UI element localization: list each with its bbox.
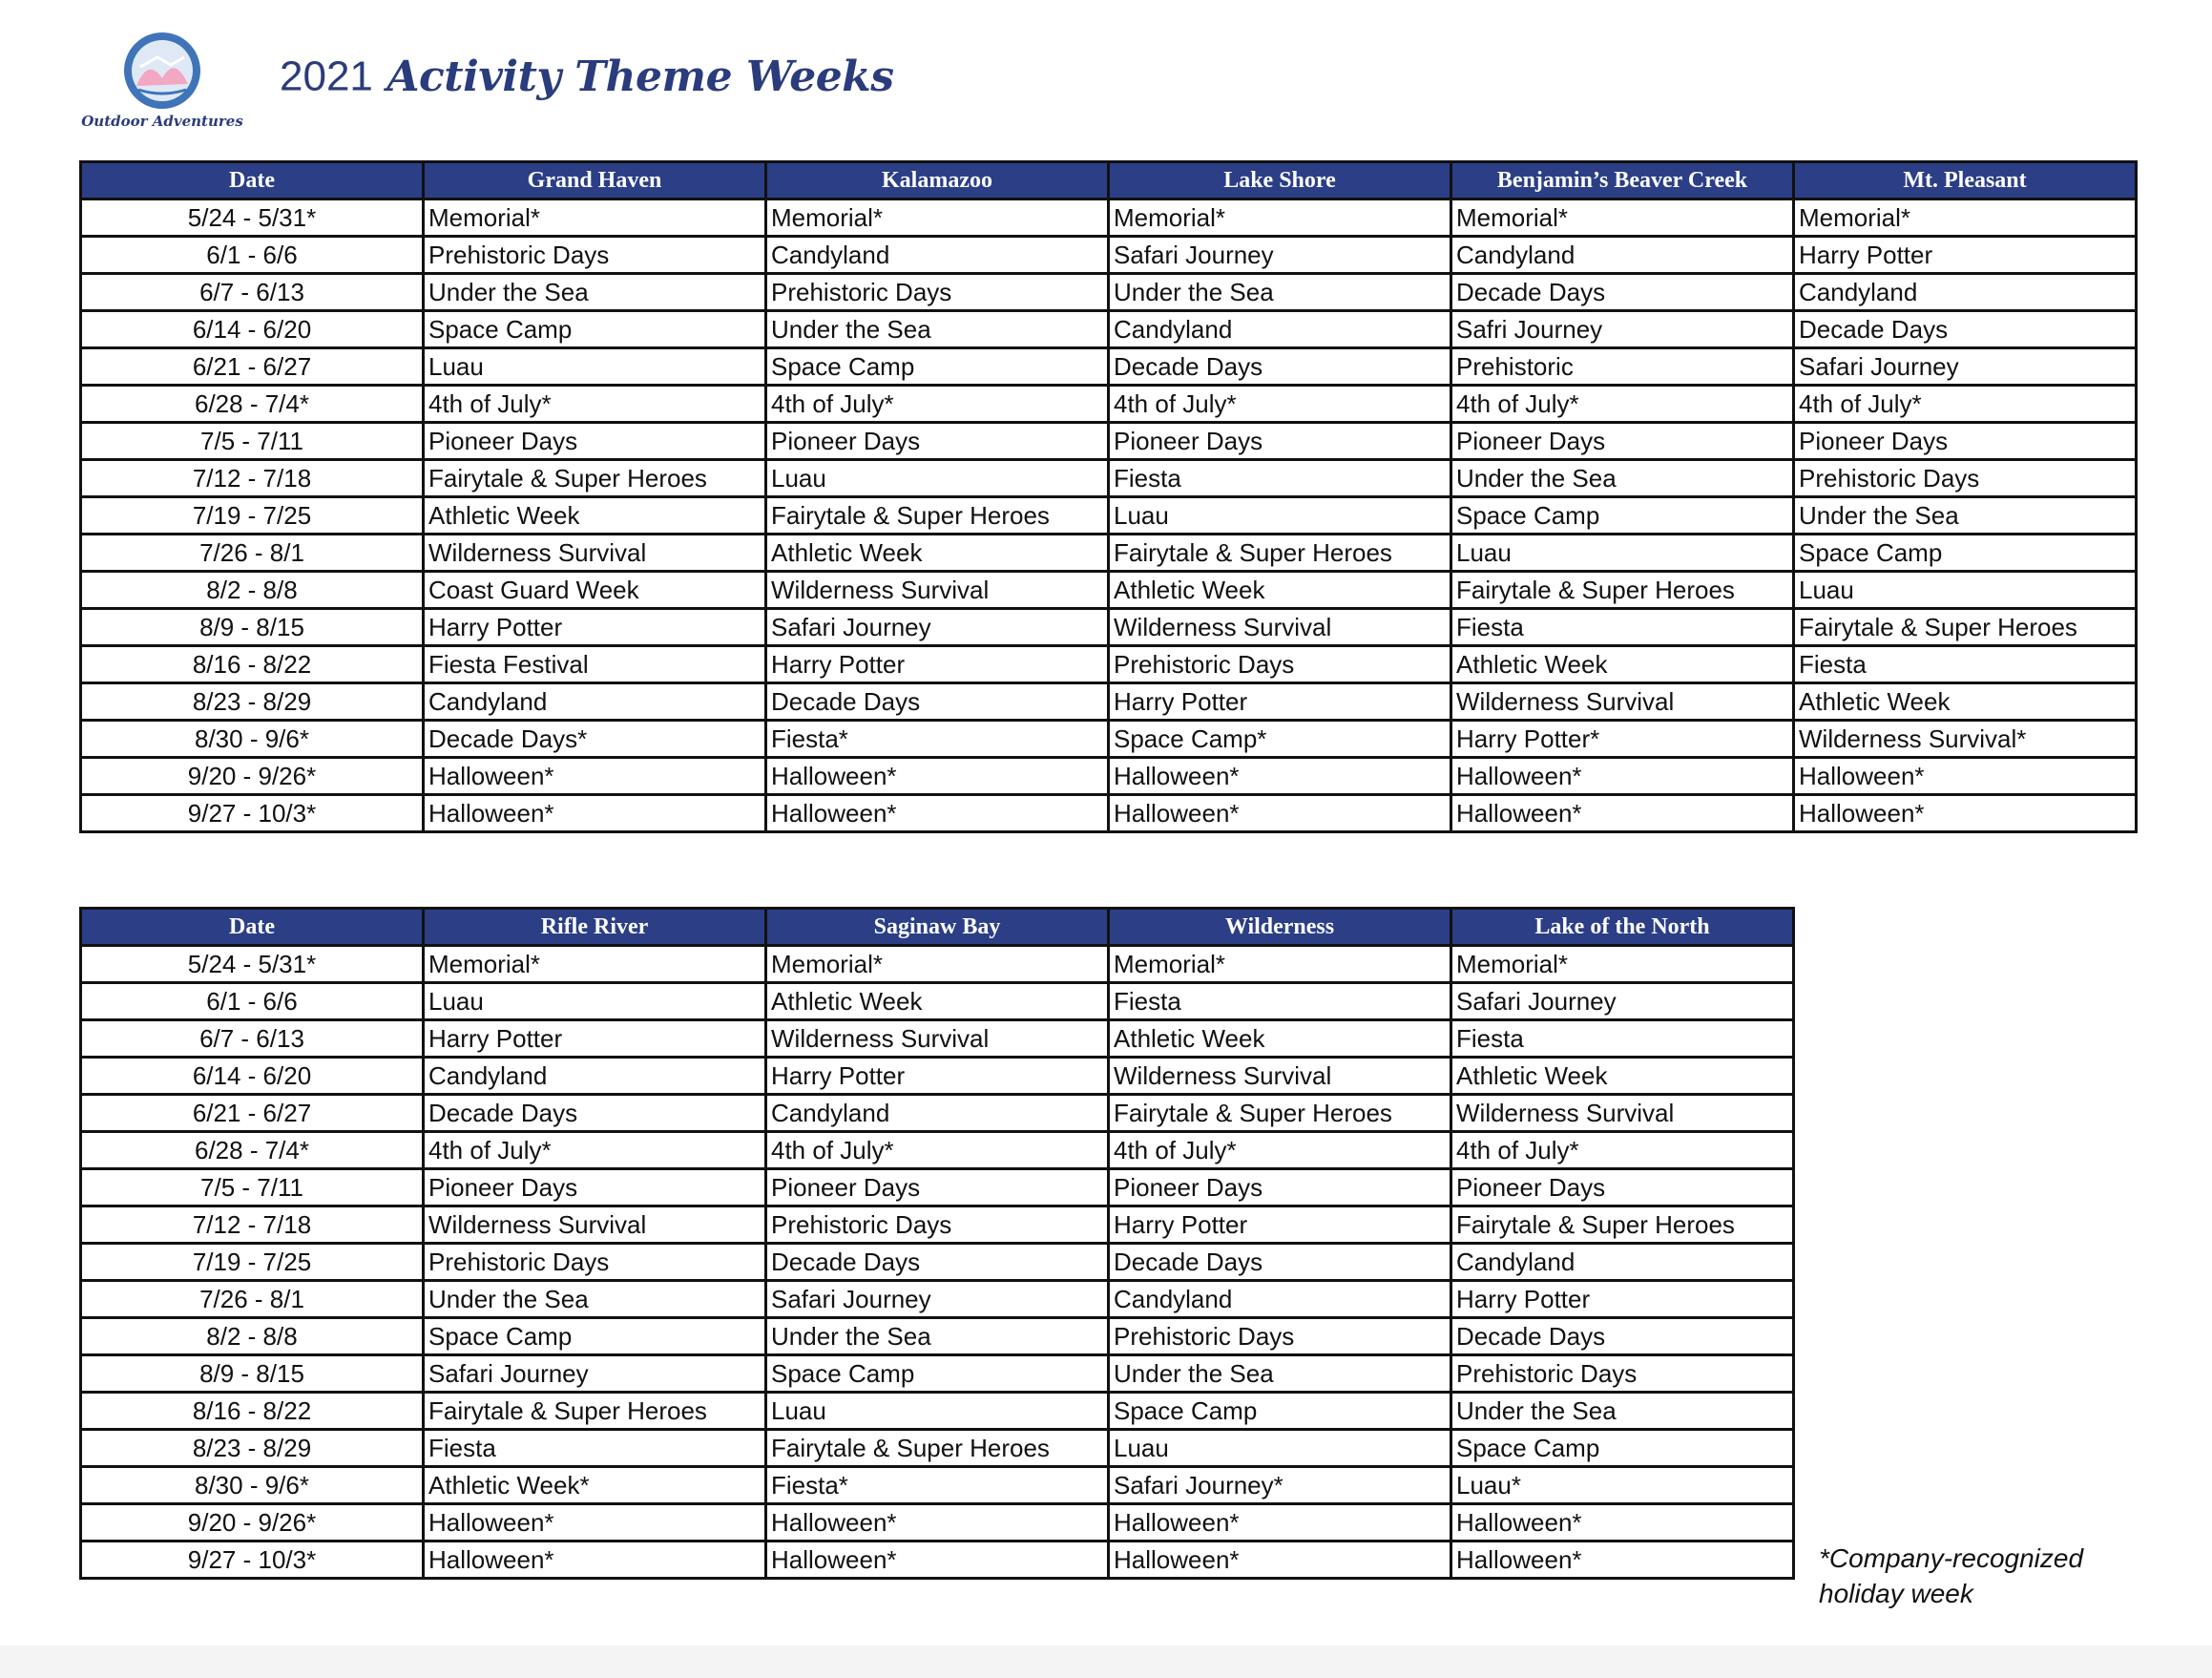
theme-cell: Decade Days (1109, 348, 1451, 386)
theme-cell: Athletic Week (424, 497, 766, 535)
theme-cell: Luau (1794, 572, 2137, 609)
column-header-location: Wilderness (1109, 909, 1451, 946)
date-cell: 7/19 - 7/25 (81, 1244, 424, 1281)
theme-cell: Fiesta Festival (424, 646, 766, 683)
page-title (280, 52, 893, 101)
theme-cell: Athletic Week (1794, 683, 2137, 721)
theme-cell: Under the Sea (1109, 1355, 1451, 1393)
column-header-location: Rifle River (424, 909, 766, 946)
theme-cell: Decade Days (424, 1095, 766, 1132)
theme-cell: Safari Journey (766, 609, 1109, 646)
theme-cell: Under the Sea (1451, 460, 1794, 497)
table-row (81, 721, 2137, 758)
theme-cell: Memorial* (1451, 946, 1794, 983)
table-row (81, 758, 2137, 795)
theme-cell: Memorial* (766, 946, 1109, 983)
theme-cell: 4th of July* (424, 1132, 766, 1169)
theme-cell: 4th of July* (766, 1132, 1109, 1169)
theme-cell: Harry Potter (1794, 237, 2137, 274)
theme-cell: Halloween* (1451, 1504, 1794, 1542)
theme-cell: Space Camp (1109, 1393, 1451, 1430)
holiday-footnote: *Company-recognized holiday week (1819, 1543, 2084, 1608)
theme-cell: Harry Potter (1109, 1206, 1451, 1244)
table-row (81, 535, 2137, 572)
date-cell: 5/24 - 5/31* (81, 946, 424, 983)
theme-cell: Candyland (1109, 311, 1451, 348)
date-cell: 7/5 - 7/11 (81, 1169, 424, 1206)
date-cell: 7/26 - 8/1 (81, 1281, 424, 1318)
table-row (81, 1355, 1794, 1393)
date-cell: 6/7 - 6/13 (81, 1020, 424, 1058)
table-row (81, 237, 2137, 274)
date-cell: 9/20 - 9/26* (81, 758, 424, 795)
theme-cell: Under the Sea (424, 1281, 766, 1318)
theme-cell: Wilderness Survival (766, 572, 1109, 609)
table-row (81, 1393, 1794, 1430)
date-cell: 6/21 - 6/27 (81, 1095, 424, 1132)
theme-cell: Memorial* (1109, 199, 1451, 237)
theme-cell: Decade Days (766, 683, 1109, 721)
theme-cell: Fairytale & Super Heroes (1109, 535, 1451, 572)
date-cell: 9/27 - 10/3* (81, 1542, 424, 1579)
table-header-row (81, 909, 1794, 946)
theme-cell: Candyland (1451, 1244, 1794, 1281)
table-row (81, 795, 2137, 832)
theme-cell: Prehistoric (1451, 348, 1794, 386)
theme-cell: Memorial* (766, 199, 1109, 237)
theme-cell: Decade Days (1794, 311, 2137, 348)
date-cell: 6/28 - 7/4* (81, 386, 424, 423)
table-row (81, 423, 2137, 460)
theme-cell: Prehistoric Days (1451, 1355, 1794, 1393)
schedule-table-1 (79, 160, 2138, 833)
theme-cell: Halloween* (766, 795, 1109, 832)
table-row (81, 1467, 1794, 1504)
theme-cell: Fiesta (424, 1430, 766, 1467)
theme-cell: Decade Days (1451, 1318, 1794, 1355)
theme-cell: Fairytale & Super Heroes (1451, 572, 1794, 609)
date-cell: 8/9 - 8/15 (81, 1355, 424, 1393)
theme-cell: Halloween* (766, 758, 1109, 795)
table-row (81, 1318, 1794, 1355)
table-row (81, 572, 2137, 609)
theme-cell: Memorial* (424, 199, 766, 237)
theme-cell: Under the Sea (766, 1318, 1109, 1355)
column-header-location: Lake Shore (1109, 162, 1451, 199)
theme-cell: Halloween* (1794, 795, 2137, 832)
theme-cell: Prehistoric Days (766, 1206, 1109, 1244)
theme-cell: Prehistoric Days (766, 274, 1109, 311)
table-row (81, 1169, 1794, 1206)
column-header-location: Grand Haven (424, 162, 766, 199)
theme-cell: Prehistoric Days (424, 1244, 766, 1281)
theme-cell: Halloween* (424, 758, 766, 795)
theme-cell: Halloween* (424, 1504, 766, 1542)
column-header-location: Benjamin’s Beaver Creek (1451, 162, 1794, 199)
theme-cell: Athletic Week (1109, 1020, 1451, 1058)
bottom-band (0, 1646, 2212, 1678)
theme-cell: Prehistoric Days (1109, 1318, 1451, 1355)
theme-cell: Space Camp (1794, 535, 2137, 572)
date-cell: 6/21 - 6/27 (81, 348, 424, 386)
date-cell: 8/2 - 8/8 (81, 1318, 424, 1355)
date-cell: 9/27 - 10/3* (81, 795, 424, 832)
date-cell: 8/2 - 8/8 (81, 572, 424, 609)
theme-cell: Athletic Week (1451, 1058, 1794, 1095)
theme-cell: Safari Journey (424, 1355, 766, 1393)
theme-cell: Athletic Week* (424, 1467, 766, 1504)
theme-cell: Harry Potter (1451, 1281, 1794, 1318)
theme-cell: Fiesta (1109, 460, 1451, 497)
theme-cell: Safari Journey (1451, 983, 1794, 1020)
date-cell: 7/26 - 8/1 (81, 535, 424, 572)
theme-cell: Wilderness Survival (1451, 1095, 1794, 1132)
theme-cell: Luau (766, 460, 1109, 497)
column-header-date: Date (81, 909, 424, 946)
table-row (81, 1281, 1794, 1318)
date-cell: 8/30 - 9/6* (81, 1467, 424, 1504)
theme-cell: Pioneer Days (1109, 423, 1451, 460)
theme-cell: Decade Days (766, 1244, 1109, 1281)
theme-cell: Harry Potter (1109, 683, 1451, 721)
title-year: 2021 (280, 52, 373, 100)
theme-cell: Halloween* (424, 1542, 766, 1579)
theme-cell: Decade Days* (424, 721, 766, 758)
table-row (81, 274, 2137, 311)
theme-cell: Pioneer Days (1451, 1169, 1794, 1206)
date-cell: 6/7 - 6/13 (81, 274, 424, 311)
theme-cell: Pioneer Days (1451, 423, 1794, 460)
theme-cell: Halloween* (1109, 1542, 1451, 1579)
theme-cell: Space Camp* (1109, 721, 1451, 758)
theme-cell: 4th of July* (1451, 386, 1794, 423)
date-cell: 6/1 - 6/6 (81, 983, 424, 1020)
theme-cell: 4th of July* (766, 386, 1109, 423)
theme-cell: Candyland (424, 1058, 766, 1095)
table-row (81, 460, 2137, 497)
theme-cell: Fiesta* (766, 721, 1109, 758)
theme-cell: Memorial* (1109, 946, 1451, 983)
theme-cell: Pioneer Days (424, 423, 766, 460)
theme-cell: Pioneer Days (424, 1169, 766, 1206)
date-cell: 6/28 - 7/4* (81, 1132, 424, 1169)
date-cell: 6/14 - 6/20 (81, 1058, 424, 1095)
theme-cell: Space Camp (766, 1355, 1109, 1393)
theme-cell: Fairytale & Super Heroes (424, 460, 766, 497)
theme-cell: Candyland (424, 683, 766, 721)
theme-cell: Under the Sea (1794, 497, 2137, 535)
theme-cell: Fiesta (1109, 983, 1451, 1020)
theme-cell: Candyland (766, 1095, 1109, 1132)
theme-cell: Harry Potter (766, 646, 1109, 683)
theme-cell: Decade Days (1451, 274, 1794, 311)
table-header-row (81, 162, 2137, 199)
theme-cell: Space Camp (424, 1318, 766, 1355)
theme-cell: Halloween* (1109, 795, 1451, 832)
theme-cell: Memorial* (1451, 199, 1794, 237)
theme-cell: Halloween* (1794, 758, 2137, 795)
theme-cell: Candyland (1109, 1281, 1451, 1318)
table-row (81, 348, 2137, 386)
theme-cell: Pioneer Days (1794, 423, 2137, 460)
theme-cell: Fiesta (1451, 609, 1794, 646)
theme-cell: Harry Potter (424, 609, 766, 646)
theme-cell: Candyland (1794, 274, 2137, 311)
theme-cell: Fairytale & Super Heroes (424, 1393, 766, 1430)
schedule-table-2 (79, 907, 1795, 1580)
theme-cell: Under the Sea (766, 311, 1109, 348)
theme-cell: Memorial* (424, 946, 766, 983)
theme-cell: Prehistoric Days (1109, 646, 1451, 683)
table-row (81, 386, 2137, 423)
date-cell: 8/16 - 8/22 (81, 646, 424, 683)
date-cell: 8/23 - 8/29 (81, 1430, 424, 1467)
theme-cell: Space Camp (424, 311, 766, 348)
theme-cell: Halloween* (1451, 1542, 1794, 1579)
theme-cell: Fairytale & Super Heroes (1451, 1206, 1794, 1244)
theme-cell: Pioneer Days (1109, 1169, 1451, 1206)
date-cell: 7/12 - 7/18 (81, 1206, 424, 1244)
theme-cell: Wilderness Survival (766, 1020, 1109, 1058)
theme-cell: 4th of July* (1794, 386, 2137, 423)
table-row (81, 646, 2137, 683)
theme-cell: Wilderness Survival (1109, 1058, 1451, 1095)
theme-cell: Prehistoric Days (424, 237, 766, 274)
theme-cell: Luau (1109, 497, 1451, 535)
theme-cell: Halloween* (1109, 758, 1451, 795)
theme-cell: Athletic Week (766, 983, 1109, 1020)
table-row (81, 683, 2137, 721)
theme-cell: Halloween* (766, 1542, 1109, 1579)
column-header-location: Saginaw Bay (766, 909, 1109, 946)
theme-cell: Fairytale & Super Heroes (1109, 1095, 1451, 1132)
title-script: Activity Theme Weeks (386, 52, 894, 101)
date-cell: 8/30 - 9/6* (81, 721, 424, 758)
theme-cell: Wilderness Survival (424, 1206, 766, 1244)
theme-cell: Athletic Week (1109, 572, 1451, 609)
date-cell: 8/9 - 8/15 (81, 609, 424, 646)
theme-cell: Fiesta (1794, 646, 2137, 683)
theme-cell: 4th of July* (1109, 386, 1451, 423)
table-row (81, 609, 2137, 646)
column-header-location: Kalamazoo (766, 162, 1109, 199)
table-row (81, 311, 2137, 348)
theme-cell: Space Camp (1451, 497, 1794, 535)
theme-cell: Harry Potter (424, 1020, 766, 1058)
theme-cell: Harry Potter (766, 1058, 1109, 1095)
page-header (81, 29, 940, 134)
date-cell: 7/5 - 7/11 (81, 423, 424, 460)
date-cell: 9/20 - 9/26* (81, 1504, 424, 1542)
theme-cell: Luau (1109, 1430, 1451, 1467)
theme-cell: Halloween* (1451, 758, 1794, 795)
theme-cell: Halloween* (424, 795, 766, 832)
column-header-date: Date (81, 162, 424, 199)
table-row (81, 1095, 1794, 1132)
date-cell: 6/14 - 6/20 (81, 311, 424, 348)
theme-cell: Fairytale & Super Heroes (1794, 609, 2137, 646)
theme-cell: Memorial* (1794, 199, 2137, 237)
theme-cell: Candyland (766, 237, 1109, 274)
theme-cell: Fairytale & Super Heroes (766, 1430, 1109, 1467)
theme-cell: Halloween* (1451, 795, 1794, 832)
theme-cell: Space Camp (766, 348, 1109, 386)
theme-cell: Under the Sea (1109, 274, 1451, 311)
table-row (81, 1430, 1794, 1467)
theme-cell: Halloween* (1109, 1504, 1451, 1542)
theme-cell: Wilderness Survival (1109, 609, 1451, 646)
table-row (81, 983, 1794, 1020)
table-row (81, 1132, 1794, 1169)
table-row (81, 946, 1794, 983)
theme-cell: Wilderness Survival (424, 535, 766, 572)
theme-cell: Coast Guard Week (424, 572, 766, 609)
theme-cell: Harry Potter* (1451, 721, 1794, 758)
table-row (81, 1504, 1794, 1542)
table-row (81, 1058, 1794, 1095)
theme-cell: Candyland (1451, 237, 1794, 274)
theme-cell: Fairytale & Super Heroes (766, 497, 1109, 535)
table-row (81, 199, 2137, 237)
theme-cell: Athletic Week (1451, 646, 1794, 683)
theme-cell: Safari Journey (1794, 348, 2137, 386)
theme-cell: Under the Sea (1451, 1393, 1794, 1430)
theme-cell: Luau (424, 983, 766, 1020)
table-row (81, 1020, 1794, 1058)
theme-cell: Fiesta* (766, 1467, 1109, 1504)
table-row (81, 1244, 1794, 1281)
date-cell: 7/19 - 7/25 (81, 497, 424, 535)
table-row (81, 497, 2137, 535)
theme-cell: 4th of July* (424, 386, 766, 423)
date-cell: 6/1 - 6/6 (81, 237, 424, 274)
theme-cell: Luau (424, 348, 766, 386)
theme-cell: Safri Journey (1451, 311, 1794, 348)
theme-cell: Wilderness Survival (1451, 683, 1794, 721)
theme-cell: Athletic Week (766, 535, 1109, 572)
date-cell: 5/24 - 5/31* (81, 199, 424, 237)
svg-text:Outdoor Adventures: Outdoor Adventures (81, 113, 243, 130)
theme-cell: Decade Days (1109, 1244, 1451, 1281)
theme-cell: Pioneer Days (766, 423, 1109, 460)
theme-cell: Luau* (1451, 1467, 1794, 1504)
table-row (81, 1206, 1794, 1244)
theme-cell: Safari Journey* (1109, 1467, 1451, 1504)
column-header-location: Lake of the North (1451, 909, 1794, 946)
date-cell: 8/23 - 8/29 (81, 683, 424, 721)
theme-cell: Safari Journey (766, 1281, 1109, 1318)
theme-cell: Safari Journey (1109, 237, 1451, 274)
theme-cell: 4th of July* (1109, 1132, 1451, 1169)
theme-cell: Wilderness Survival* (1794, 721, 2137, 758)
theme-cell: Halloween* (766, 1504, 1109, 1542)
table-row (81, 1542, 1794, 1579)
column-header-location: Mt. Pleasant (1794, 162, 2137, 199)
date-cell: 7/12 - 7/18 (81, 460, 424, 497)
theme-cell: Luau (1451, 535, 1794, 572)
theme-cell: Under the Sea (424, 274, 766, 311)
theme-cell: Prehistoric Days (1794, 460, 2137, 497)
theme-cell: Luau (766, 1393, 1109, 1430)
outdoor-adventures-logo (81, 29, 243, 134)
theme-cell: Space Camp (1451, 1430, 1794, 1467)
date-cell: 8/16 - 8/22 (81, 1393, 424, 1430)
theme-cell: Fiesta (1451, 1020, 1794, 1058)
theme-cell: 4th of July* (1451, 1132, 1794, 1169)
theme-cell: Pioneer Days (766, 1169, 1109, 1206)
